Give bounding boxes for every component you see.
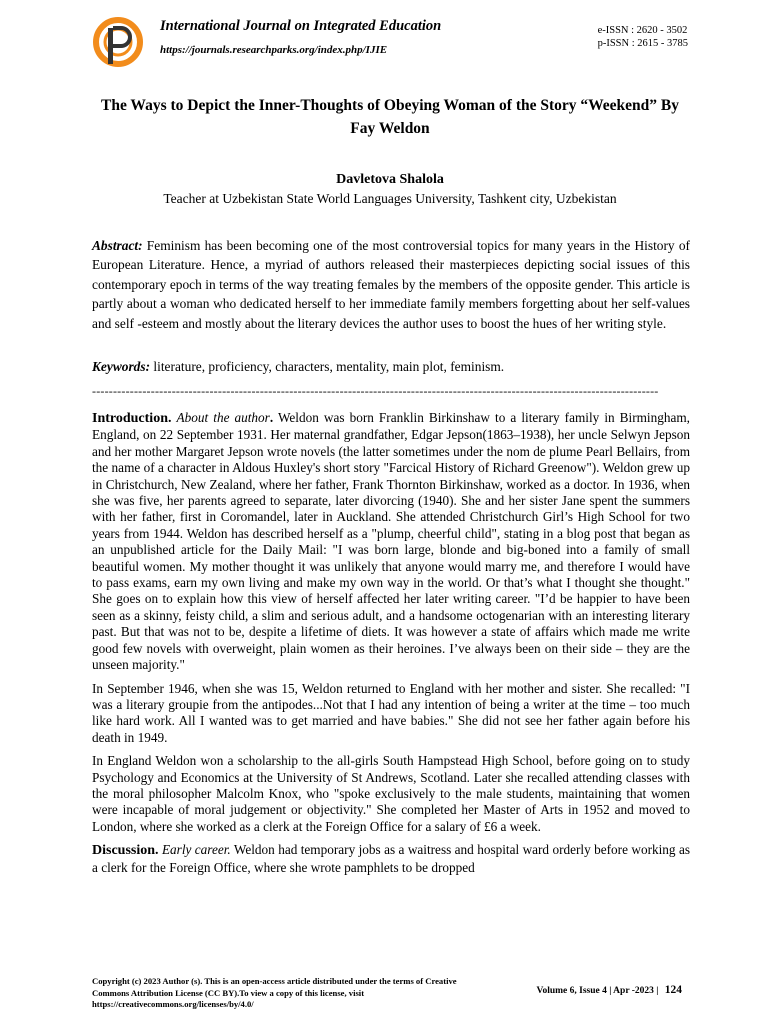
article-body (92, 410, 690, 883)
introduction-heading: Introduction. (92, 411, 172, 426)
paragraph-3: In England Weldon won a scholarship to the all-girls South Hampstead High School, before going on to study Psychology and Economics at the University of St Andrews, Scotland. Later she recalled attending classes with the moral philosopher Malcolm Knox, who "spoke exclusively to the male students, maintaining that women were incapable of moral judgement or objectivity." She completed her Master of Arts in 1952 and moved to London, where she worked as a clerk at the Foreign Office for a salary of £6 a week. (92, 753, 690, 834)
introduction-text: Weldon was born Franklin Birkinshaw to a literary family in Birmingham, England, on 22 September 1931. Her maternal grandfather, Edgar Jepson(1863–1938), her uncle Selwyn Jepson and her mother Margaret Jepson wrote novels (the latter sometimes under the nom de plume Pearl Bellairs, from the name of a character in Aldous Huxley's short story "Farcical History of Richard Greenow"). Weldon grew up in Christchurch, New Zealand, where her father, Frank Thornton Birkinshaw, worked as a doctor. In 1936, when she was five, her parents agreed to separate, later divorcing (1940). She and her sister Jane spent the summers with her father, first in Coromandel, later in Auckland. She attended Christchurch Girl’s High School for two years from 1944. Weldon has described herself as a "plump, cheerful child", stating in a blog post that began as an unpublished article for the Daily Mail: "I was born large, blonde and big-boned into a family of small beautiful women. My mother thought it was unlikely that anyone would marry me, and therefore I would have to pass exams, earn my own living and make my own way in the world. Or that’s what I thought she thought." She goes on to explain how this view of herself affected her later writing career. "I’d be happier to have been seen as a skinny, feisty child, a slim and serious adult, and a handsome octogenarian with an interesting literary past. But that was not to be, despite a lifetime of diets. It was however a state of affairs which made me write good few novels with overweight, plain women as their heroines. I’ve always been on their side – they are the unseen majority." (92, 410, 690, 673)
abstract-label: Abstract: (92, 238, 143, 253)
journal-header (92, 14, 688, 64)
discussion-paragraph (92, 842, 690, 876)
pissn: p-ISSN : 2615 - 3785 (597, 38, 688, 49)
author-name: Davletova Shalola (336, 172, 444, 187)
abstract-text: Feminism has been becoming one of the most controversial topics for many years in the History of European Literature. Hence, a myriad of authors released their masterpieces depicting social issues of this contemporary epoch in terms of the way treating females by the members of the opposite gender. This article is partly about a woman who dedicated herself to her immediate family members forgetting about her self-values and self -esteem and mostly about the literary devices the author uses to boost the hues of her writing style. (92, 238, 690, 331)
discussion-subheading: Early career. (161, 842, 231, 858)
journal-url[interactable]: https://journals.researchparks.org/index.php/IJIE (160, 44, 388, 56)
author-affiliation: Teacher at Uzbekistan State World Languages University, Tashkent city, Uzbekistan (163, 191, 617, 206)
journal-name: International Journal on Integrated Education (160, 18, 442, 34)
volume-info: Volume 6, Issue 4 | Apr -2023 | (536, 986, 659, 996)
eissn: e-ISSN : 2620 - 3502 (597, 25, 688, 36)
keywords (92, 359, 690, 375)
introduction-subheading: About the author (176, 410, 270, 425)
section-divider: --------------------------------------------------------------------------------------------------------------------------------------- (92, 384, 659, 398)
journal-logo-icon (90, 14, 146, 70)
page-footer (536, 984, 682, 996)
discussion-text: Weldon had temporary jobs as a waitress and hospital ward orderly before working as a clerk for the Foreign Office, where she wrote pamphlets to be dropped (92, 842, 690, 875)
introduction-paragraph: Introduction. About the author. Weldon was born Franklin Birkinshaw to a literary family in Birmingham, England, on 22 September 1931. Her maternal grandfather, Edgar Jepson(1863–1938), her uncle Selwyn Jepson and her mother Margaret Jepson wrote novels (the latter sometimes under the nom de plume Pearl Bellairs, from the name of a character in Aldous Huxley's short story "Farcical History of Richard Greenow"). Weldon grew up in Christchurch, New Zealand, where her father, Frank Thornton Birkinshaw, worked as a doctor. In 1936, when she was five, her parents agreed to separate, later divorcing (1940). She and her sister Jane spent the summers with her father, first in Coromandel, later in Auckland. She attended Christchurch Girl’s High School for two years from 1944. Weldon has described herself as a "plump, cheerful child", stating in a blog post that began as an unpublished article for the Daily Mail: "I was born large, blonde and big-boned into a family of small beautiful women. My mother thought it was unlikely that anyone would marry me, and therefore I would have to pass exams, earn my own living and make my own way in the world. Or that’s what I thought she thought." She goes on to explain how this view of herself affected her later writing career. "I’d be happier to have been seen as a skinny, feisty child, a slim and serious adult, and a handsome octogenarian with an interesting literary past. But that was not to be, despite a lifetime of diets. It was however a state of affairs which made me write good few novels with overweight, plain women as their heroines. I’ve always been on their side – they are the unseen majority." (92, 410, 690, 673)
paragraph-2: In September 1946, when she was 15, Weldon returned to England with her mother and sister. She recalled: "I was a literary groupie from the antipodes...Not that I had any intention of being a writer at the time – too much like hard work. All I wanted was to get married and have babies." She did not see her father again before his death in 1949. (92, 680, 690, 745)
abstract (92, 236, 690, 333)
issn-block (598, 24, 688, 50)
copyright-notice: Copyright (c) 2023 Author (s). This is an open-access article distributed under the terms of Creative Commons Attribution License (CC BY).To view a copy of this license, visit https://creativecommons.org/licenses/by/4.0/ (92, 976, 457, 1009)
keywords-text: literature, proficiency, characters, mentality, main plot, feminism. (153, 359, 505, 374)
keywords-label: Keywords: (92, 359, 151, 374)
article-title: The Ways to Depict the Inner-Thoughts of Obeying Woman of the Story “Weekend” By Fay Weldon (101, 97, 679, 137)
discussion-heading: Discussion. (92, 843, 159, 859)
page-number: 124 (664, 984, 682, 996)
